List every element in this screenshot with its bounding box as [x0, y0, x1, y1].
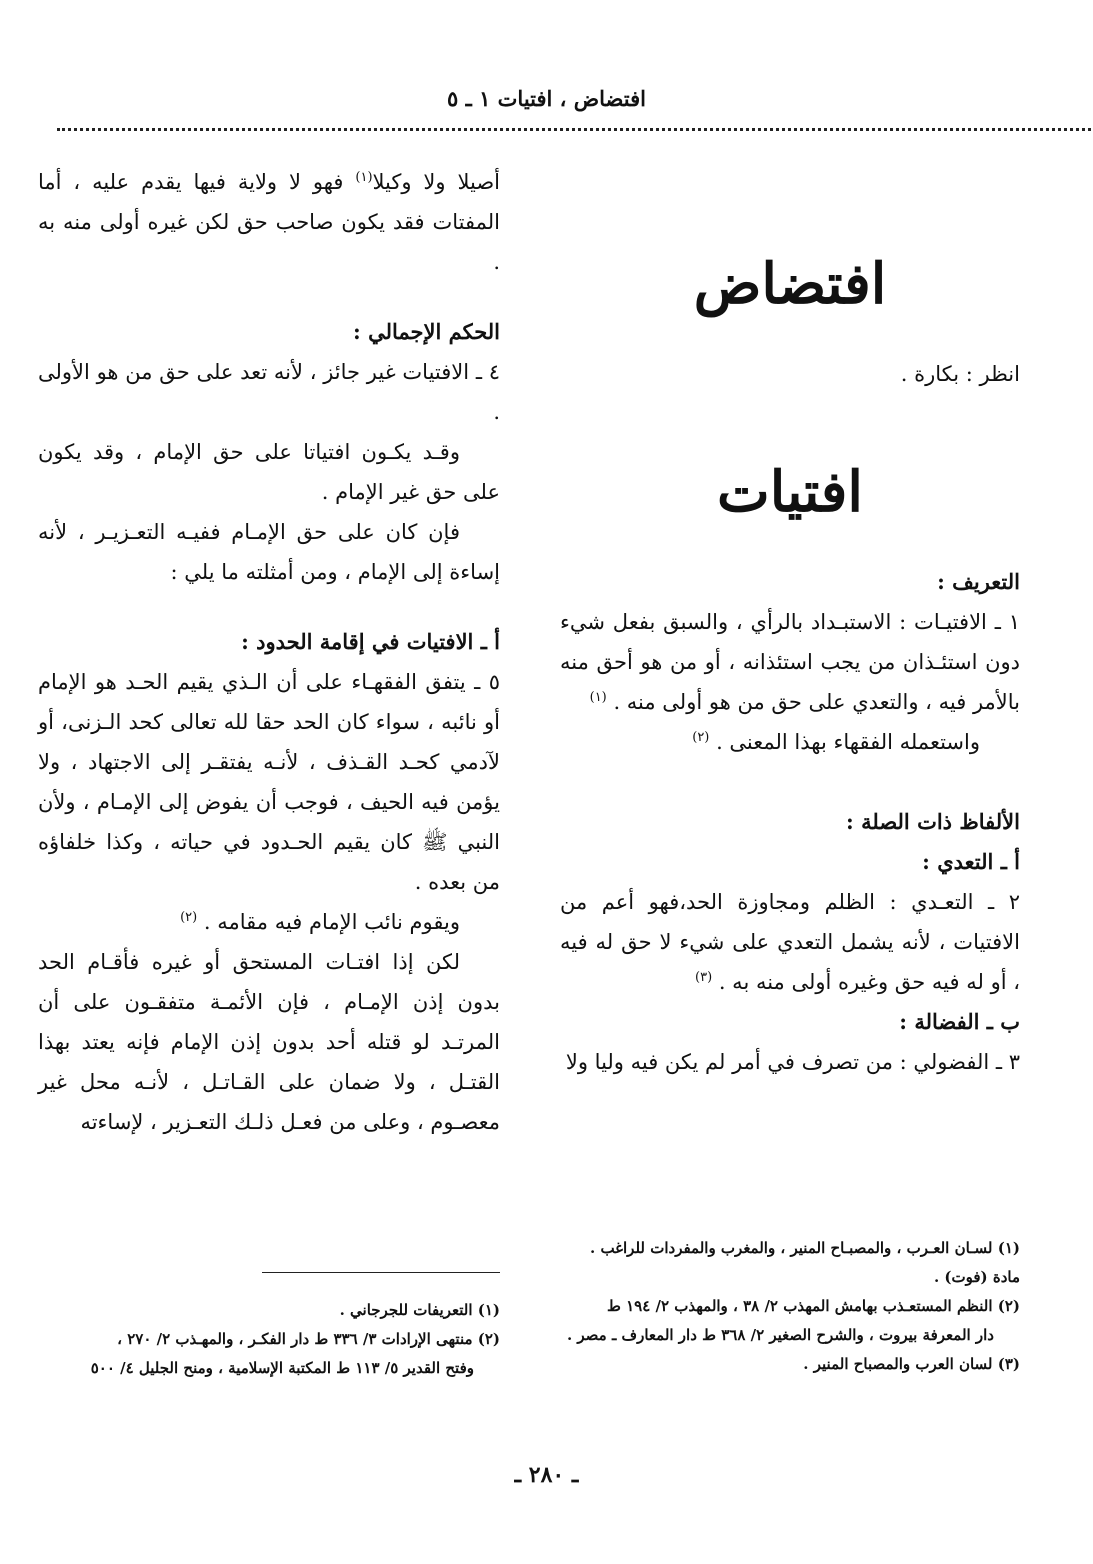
- footnote-1: (١) التعريفات للجرجاني .: [339, 1301, 500, 1319]
- paragraph-1: [560, 602, 1020, 722]
- paragraph-8: فإن كان على حق الإمـام ففيـه التعـزيـر ، لأنه إساءة إلى الإمام ، ومن أمثلته ما يلي :: [38, 520, 500, 584]
- footnote-3: (٣) لسان العرب والمصباح المنير .: [803, 1355, 1020, 1373]
- paragraph-6: ٤ ـ الافتيات غير جائز ، لأنه تعد على حق من هو الأولى .: [38, 360, 500, 424]
- left-column: [38, 162, 500, 1142]
- footnote-1: (١) لسـان العـرب ، والمصبـاح المنير ، والمغرب والمفردات للراغب . مادة (فوت) .: [590, 1239, 1020, 1286]
- footnote-2: (٢) النظم المستعـذب بهامش المهذب ٢/ ٣٨ ، والمهذب ٢/ ١٩٤ ط: [606, 1297, 1020, 1315]
- page-number: ـ ٢٨٠ ـ: [514, 1462, 579, 1488]
- see-also: انظر : بكارة .: [900, 362, 1020, 386]
- paragraph-1-text: ١ ـ الافتيـات : الاستبـداد بالرأي ، والسبق بفعل شيء دون استئـذان من يجب استئذانه ، أو من هو أحق منه بالأمر فيه ، والتعدي على حق من هو أولى منه .: [560, 610, 1020, 714]
- heading-related-terms: الألفاظ ذات الصلة :: [846, 809, 1020, 834]
- entry-title-iftiyat: افتيات: [717, 459, 863, 525]
- paragraph-4: ٣ ـ الفضولي : من تصرف في أمر لم يكن فيه وليا ولا: [565, 1050, 1020, 1074]
- paragraph-9: ٥ ـ يتفق الفقهـاء على أن الـذي يقيم الحـد هو الإمام أو نائبه ، سواء كان الحد حقا لله تعالى كحد الـزنى، أو لآدمي كحـد القـذف ، لأنـه يفتقـر إلى الاجتهاد ، ولا يؤمن فيه الحيف ، فوجب أن يفوض إلى الإمـام ، ولأن النبي ﷺ كان يقيم الحـدود في حياته ، وكذا خلفاؤه من بعده .: [38, 670, 500, 894]
- paragraph-3-text: ٢ ـ التعـدي : الظلم ومجاوزة الحد،فهو أعم من الافتيات ، لأنه يشمل التعدي على شيء لا حق له فيه ، أو له فيه حق وغيره أولى منه به .: [560, 890, 1020, 994]
- entry-title-iftidad: افتضاض: [693, 251, 887, 317]
- heading-definition: التعريف :: [937, 569, 1020, 594]
- paragraph-5-text-b: فهو لا ولاية فيها يقدم عليه ، أما المفتات فقد يكون صاحب حق لكن غيره أولى منه به .: [38, 170, 500, 274]
- footnote-ref: (٣): [695, 970, 713, 985]
- footnote-ref: (١): [355, 170, 373, 185]
- paragraph-5-text-a: أصيلا ولا وكيلا: [372, 170, 500, 194]
- paragraph-3: [560, 882, 1020, 1002]
- paragraph-10-text: ويقوم نائب الإمام فيه مقامه .: [203, 910, 460, 934]
- footnotes-left: [38, 1296, 500, 1383]
- paragraph-2-text: واستعمله الفقهاء بهذا المعنى .: [716, 730, 980, 754]
- heading-taaddi: أ ـ التعدي :: [922, 849, 1020, 874]
- header-divider: [57, 128, 1093, 131]
- footnote-divider: [262, 1272, 500, 1273]
- footnote-ref: (٢): [180, 910, 198, 925]
- paragraph-2: [560, 722, 1020, 762]
- footnote-2-cont: دار المعرفة بيروت ، والشرح الصغير ٢/ ٣٦٨ ط دار المعارف ـ مصر .: [566, 1326, 994, 1344]
- footnote-2-cont: وفتح القدير ٥/ ١١٣ ط المكتبة الإسلامية ، ومنح الجليل ٤/ ٥٠٠: [90, 1359, 474, 1377]
- footnote-ref: (٢): [692, 730, 710, 745]
- heading-fudala: ب ـ الفضالة :: [899, 1009, 1020, 1034]
- right-column: [560, 162, 1020, 1082]
- heading-hudud: أ ـ الافتيات في إقامة الحدود :: [241, 629, 500, 654]
- paragraph-7: وقـد يكـون افتياتا على حق الإمام ، وقد يكون على حق غير الإمام .: [38, 440, 500, 504]
- paragraph-11: لكن إذا افتـات المستحق أو غيره فأقـام الحد بدون إذن الإمـام ، فإن الأئمـة متفقـون على أن المرتـد لو قتله أحد بدون إذن الإمام فإنه يعتد بهذا القتـل ، ولا ضمان على القـاتـل ، لأنـه محل غير معصـوم ، وعلى من فعـل ذلـك التعـزير ، لإساءته: [38, 950, 500, 1134]
- footnotes-right: [560, 1234, 1020, 1379]
- paragraph-5: [38, 162, 500, 282]
- footnote-ref: (١): [589, 690, 607, 705]
- heading-ruling: الحكم الإجمالي :: [353, 319, 500, 344]
- page-header: افتضاض ، افتيات ١ ـ ٥: [447, 86, 646, 111]
- footnote-2: (٢) منتهى الإرادات ٣/ ٣٣٦ ط دار الفكـر ، والمهـذب ٢/ ٢٧٠ ،: [117, 1330, 500, 1348]
- paragraph-10: [38, 902, 500, 942]
